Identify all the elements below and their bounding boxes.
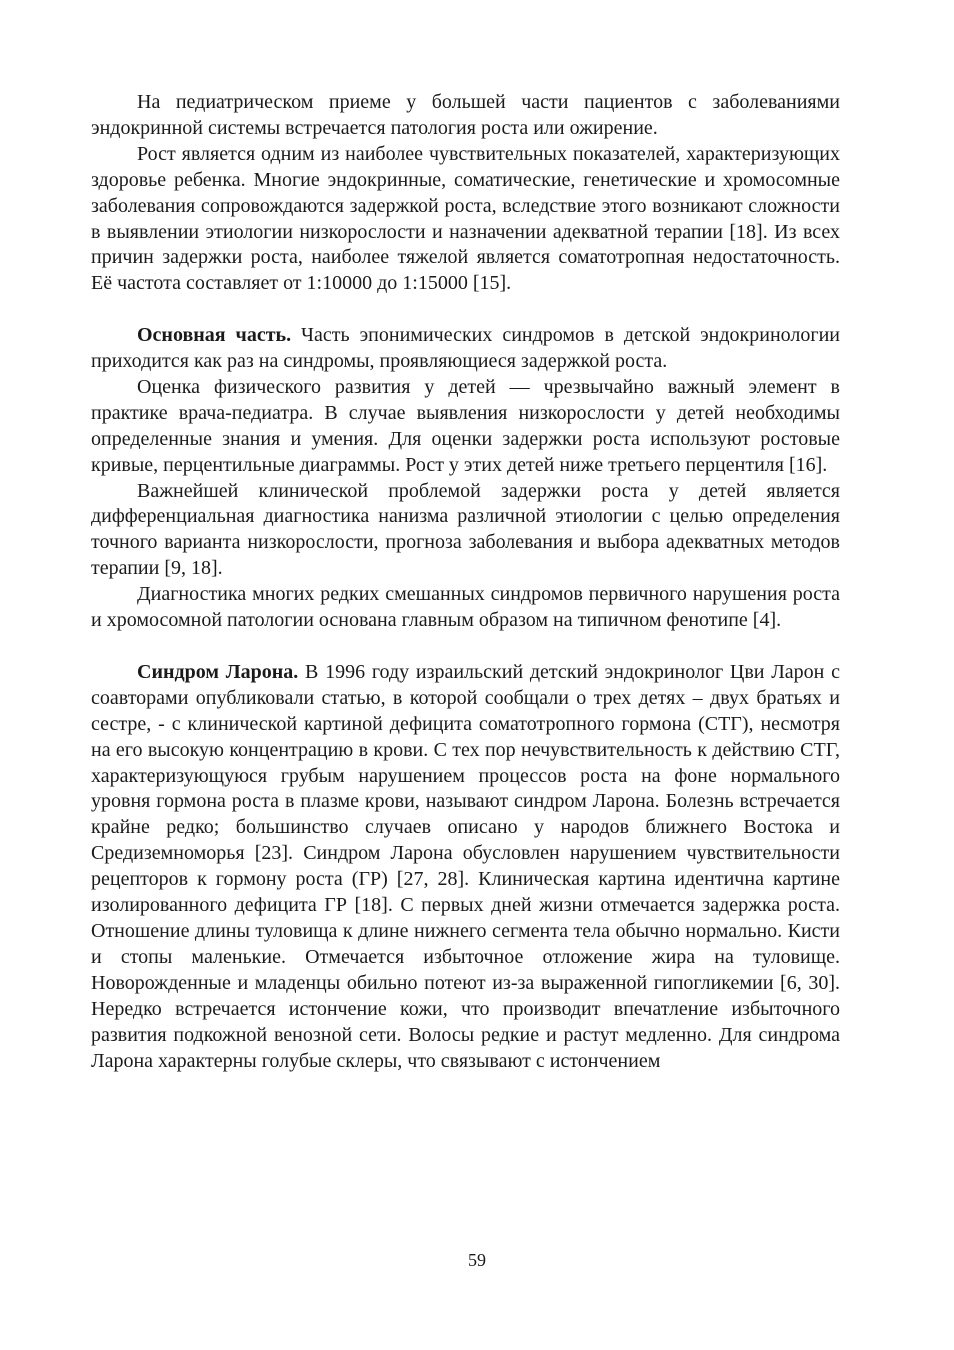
paragraph-phenotype: Диагностика многих редких смешанных синдромов первичного нарушения роста и хромосомной патологии основана главным образом на типичном фенотипе [4]. <box>91 583 840 632</box>
paragraph-intro: На педиатрическом приеме у большей части пациентов с заболеваниями эндокринной системы встречается патология роста или ожирение. <box>91 91 840 139</box>
paragraph-main-part <box>91 323 840 375</box>
paragraph-laron-syndrome-text: В 1996 году израильский детский эндокринолог Цви Ларон с соавторами опубликовали статью, в которой сообщали о трех детях – двух братьях и сестре, - с клинической картиной дефицита соматотропного гормона (СТГ), несмотря на его высокую концентрацию в крови. С тех пор нечувствительность к действию СТГ, характеризующуюся грубым нарушением процессов роста на фоне нормального уровня гормона роста в плазме крови, называют синдром Ларона. Болезнь встречается крайне редко; большинство случаев описано у народов ближнего Востока и Средиземноморья [23]. Синдром Ларона обусловлен нарушением чувствительности рецепторов к гормону роста (ГР) [27, 28]. Клиническая картина идентична картине изолированного дефицита ГР [18]. С первых дней жизни отмечается задержка роста. Отношение длины туловища к длине нижнего сегмента тела обычно нормально. Кисти и стопы маленькие. Отмечается избыточное отложение жира на туловище. Новорожденные и младенцы обильно потеют из-за выраженной гипогликемии [6, 30]. Нередко встречается истончение кожи, что производит впечатление избыточного развития подкожной венозной сети. Волосы редкие и растут медленно. Для синдрома Ларона характерны голубые склеры, что связывают с истончением <box>91 660 840 1072</box>
page-number: 59 <box>468 1250 486 1270</box>
paragraph-physical-development: Оценка физического развития у детей — чрезвычайно важный элемент в практике врача-педиатра. В случае выявления низкорослости у детей необходимы определенные знания и умения. Для оценки задержки роста используют ростовые кривые, перцентильные диаграммы. Рост у этих детей ниже третьего перцентиля [16]. <box>91 375 840 476</box>
paragraph-main-part-text: Часть эпонимических синдромов в детской эндокринологии приходится как раз на синдромы, проявляющиеся задержкой роста. <box>91 324 840 373</box>
document-body <box>91 90 840 1074</box>
paragraph-growth: Рост является одним из наиболее чувствительных показателей, характеризующих здоровье ребенка. Многие эндокринные, соматические, генетические и хромосомные заболевания сопровождаются задержкой роста, вследствие этого возникают сложности в выявлении этиологии низкорослости и назначении адекватной терапии [18]. Из всех причин задержки роста, наиболее тяжелой является соматотропная недостаточность. Её частота составляет от 1:10000 до 1:15000 [15]. <box>91 142 840 295</box>
section-heading-main-part: Основная часть. <box>137 324 292 347</box>
paragraph-laron-syndrome <box>91 660 840 1075</box>
paragraph-differential-diagnosis: Важнейшей клинической проблемой задержки роста у детей является дифференциальная диагностика нанизма различной этиологии с целью определения точного варианта низкорослости, прогноза заболевания и выбора адекватных методов терапии [9, 18]. <box>91 479 840 580</box>
section-heading-laron-syndrome: Синдром Ларона. <box>137 660 299 683</box>
